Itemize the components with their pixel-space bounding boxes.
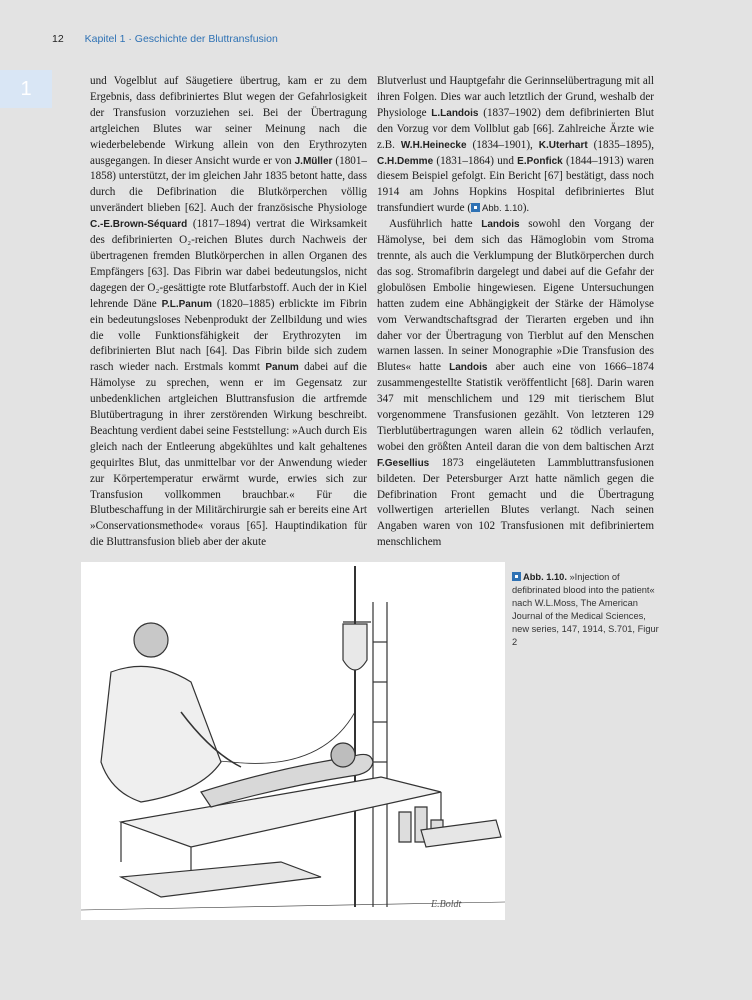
transfusion-engraving — [81, 562, 505, 920]
figure-ref-icon — [471, 203, 480, 212]
person-name: L.Landois — [431, 107, 479, 119]
caption-text: »Injection of defibrinated blood into the patient« nach W.L.Moss, The American Journal of the Medical Sciences, new series, 147, 1914, S.701, Figur 2 — [512, 572, 659, 647]
person-name: Landois — [481, 219, 520, 231]
person-name: Landois — [449, 362, 488, 374]
person-name: P.L.Panum — [161, 298, 212, 310]
text-column-left — [90, 74, 367, 551]
page-number: 12 — [52, 33, 64, 45]
artist-signature: E.Boldt — [431, 899, 462, 910]
person-name: J.Müller — [294, 155, 333, 167]
person-name: K.Uterhart — [538, 139, 588, 151]
figure-reference-link[interactable]: Abb. 1.10 — [482, 203, 523, 215]
caption-label: Abb. 1.10. — [523, 572, 567, 582]
person-name: F.Gesellius — [377, 457, 430, 469]
person-name: Panum — [265, 362, 299, 374]
chapter-running-title: Kapitel 1 · Geschichte der Bluttransfusion — [84, 33, 278, 45]
paragraph: Blutverlust und Hauptgefahr die Gerinnselübertragung mit all ihren Folgen. Dies war auch letztlich der Grund, weshalb der Physiologe L.Landois (1837–1902) dem defibrinierten Blut den Vorzug vor dem Vollblut gab [66]. Zahlreiche Ärzte wie z.B. W.H.Heinecke (1834–1901), K.Uterhart (1835–1895), C.H.Demme (1831–1864) und E.Ponfick (1844–1913) waren diesem Beispiel gefolgt. Ein Bericht [67] bestätigt, dass noch 1914 am Johns Hopkins Hospital defibriniertes Blut transfundiert wurde ( Abb. 1.10). — [377, 75, 655, 215]
page-header — [52, 33, 278, 45]
person-name: W.H.Heinecke — [400, 139, 467, 151]
figure-ref-icon — [512, 572, 521, 581]
person-name: C.H.Demme — [377, 155, 434, 167]
person-name: C.-E.Brown-Séquard — [90, 219, 188, 231]
paragraph: Ausführlich hatte Landois sowohl den Vorgang der Hämolyse, bei dem sich das Hämoglobin vom Stroma trennte, als auch die Verklumpung der Blutkörperchen durch das sog. Stromafibrin dargelegt und dabei auf die Gefahr der globulösen Embolie hingewiesen. Eigene Untersuchungen hatten zudem eine Abhängigkeit der Stärke der Hämolyse vom Verwandtschaftsgrad der Tierarten ergeben und ihn daher vor der Übertragung von Tierblut auf den Menschen warnen lassen. In seiner Monographie »Die Transfusion des Blutes« hatte Landois aber auch eine von 1666–1874 zusammengestellte Statistik veröffentlicht [68]. Darin waren 347 mit menschlichem und 129 mit tierischem Blut vorgenommene Transfusionen gezählt. Von letzteren 129 Tierblutübertragungen waren allein 62 tödlich verlaufen, wobei den größten Anteil daran die von dem baltischen Arzt F.Gesellius 1873 eingeläuteten Lammbluttransfusionen bildeten. Der Petersburger Arzt hatte nämlich gegen die Defibrination Front gemacht und die Übertragung vollwertigen arteriellen Blutes verlangt. Nach seinen Angaben waren von 102 Transfusionen mit defibriniertem menschlichem — [377, 218, 655, 549]
text-column-right — [377, 74, 654, 551]
figure-illustration — [81, 562, 505, 920]
figure-caption — [512, 571, 662, 649]
paragraph: und Vogelblut auf Säugetiere übertrug, kam er zu dem Ergebnis, dass defibriniertes Blut wegen der Gefahrlosigkeit der Transfusion vorzuziehen sei. Bei der Übertragung artgleichen Blutes war seiner Meinung nach die wiederbelebende Wirkung allein von den Erythrozyten ausgegangen. In dieser Ansicht wurde er von J.Müller (1801–1858) unterstützt, der im gleichen Jahr 1835 betont hatte, dass durch die Defibrination die Blutkörperchen völlig unverändert blieben [62]. Auch der französische Physiologe C.-E.Brown-Séquard (1817–1894) vertrat die Wirksamkeit des defibrinierten O₂-reichen Blutes durch Nachweis der übertragenen fremden Blutkörperchen in allen Organen des Empfängers [63]. Das Fibrin war dabei bedeutungslos, nicht dagegen der O₂-gesättigte rote Blutfarbstoff. Auch der in Kiel lehrende Däne P.L.Panum (1820–1885) erblickte im Fibrin ein bedeutungsloses Nebenprodukt der Zellbildung und wies die volle Funktionsfähigkeit der Erythrozyten im defibrinierten Blut nach [64]. Das Fibrin bilde sich zudem rasch wieder nach. Erstmals kommt Panum dabei auf die Hämolyse zu sprechen, wenn er im Gegensatz zur unbedenklichen artgleichen Bluttransfusion die artfremde Blutübertragung in ihrer zerstörenden Wirkung beschreibt. Beachtung verdient dabei seine Feststellung: »Auch durch Eis gleich nach der Entleerung abgekühltes und kalt gehaltenes gequirltes Blut, das unmittelbar vor der Anwendung wieder zur Körpertemperatur erwärmt wurde, erwies sich zur Transfusion vollkommen brauchbar.« Für die Blutbeschaffung in der Militärchirurgie sah er bereits eine Art »Conservationsmethode« voraus [65]. Hauptindikation für die Bluttransfusion blieb aber der akute — [90, 75, 367, 549]
chapter-tab: 1 — [0, 70, 52, 108]
person-name: E.Ponfick — [517, 155, 563, 167]
